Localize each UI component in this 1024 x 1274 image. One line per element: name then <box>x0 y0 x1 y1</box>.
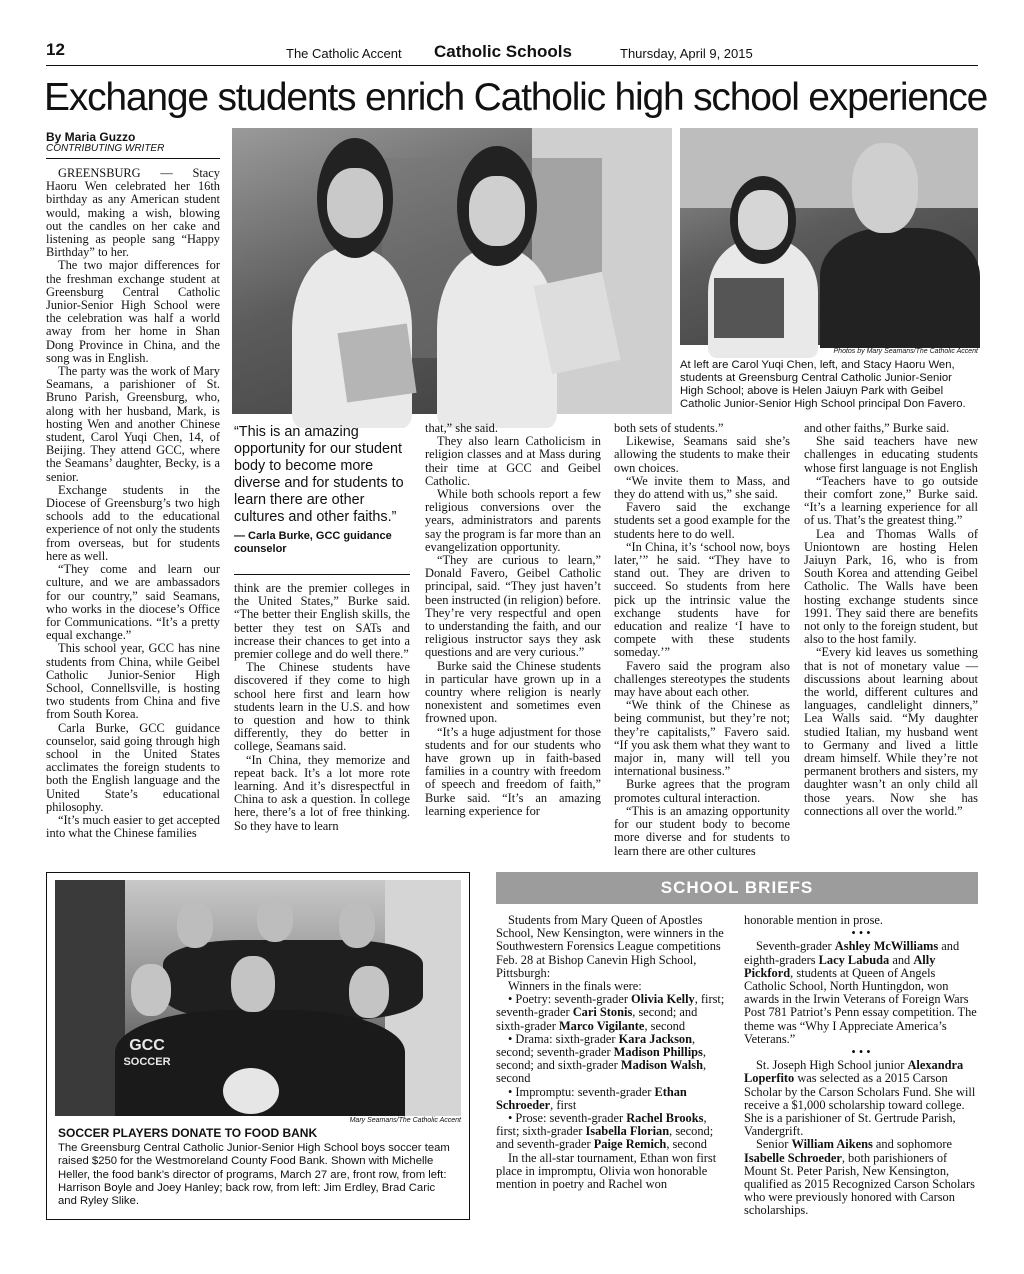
school-briefs-header: SCHOOL BRIEFS <box>496 872 978 904</box>
paragraph: “We think of the Chinese as being communist, but they’re not; they’re capitalists,” Favero said. “If you ask them what they want to major in, many will tell you international business.” <box>614 698 790 779</box>
soccer-photo-credit: Mary Seamans/The Catholic Accent <box>349 1117 461 1124</box>
paragraph: “We invite them to Mass, and they do attend with us,” she said. <box>614 473 790 502</box>
brief-paragraph: Winners in the finals were: <box>508 979 642 994</box>
section-name: Catholic Schools <box>434 42 572 61</box>
issue-date: Thursday, April 9, 2015 <box>620 46 753 61</box>
paragraph: and other faiths,” Burke said. <box>804 421 950 435</box>
paragraph: Favero said the exchange students set a good example for the students here to do well. <box>614 500 790 541</box>
paragraph: “It’s much easier to get accepted into what the Chinese families <box>46 812 220 841</box>
article-column-4 <box>614 421 790 858</box>
paragraph: “This is an amazing opportunity for our student body to become more diverse and for students to learn there are other cultures <box>614 803 790 858</box>
paragraph: both sets of students.” <box>614 421 724 435</box>
shirt-text <box>117 1038 177 1070</box>
paragraph: “They are curious to learn,” Donald Favero, Geibel Catholic principal, said. “They just haven’t been instructed (in religion) before. They’re very respectful and open to understanding the faith, and our religious instructor says they ask questions and are very curious.” <box>425 553 601 660</box>
paragraph: Carla Burke, GCC guidance counselor, said going through high school in the United States acclimates the foreign students to both the English language and the United State’s educational philosophy. <box>46 720 220 814</box>
brief-paragraph: • Poetry: seventh-grader Olivia Kelly, first; seventh-grader Cari Stonis, second; and sixth-grader Marco Vigilante, second <box>496 992 725 1033</box>
paragraph: Burke said the Chinese students in particular have grown up in a country where religion is nearly nonexistent and sometimes even frowned upon. <box>425 658 601 726</box>
brief-paragraph: Senior William Aikens and sophomore Isabelle Schroeder, both parishioners of Mount St. Peter Parish, New Kensington, qualified as 2015 Recognized Carson Scholars who were previously honored with Carson scholarships. <box>744 1137 975 1218</box>
photo-caption: At left are Carol Yuqi Chen, left, and Stacy Haoru Wen, students at Greensburg Central Catholic Junior-Senior High School; above is Helen Jaiuyn Park with Geibel Catholic Junior-Senior High School principal Don Favero. <box>680 359 966 410</box>
paragraph: They also learn Catholicism in religion classes and at Mass during their time at GCC and Geibel Catholic. <box>425 434 601 488</box>
paragraph: GREENSBURG — Stacy Haoru Wen celebrated her 16th birthday as any American student would, making a wish, blowing out the candles on her cake and listening as people sang “Happy Birthday” to her. <box>46 166 220 260</box>
soccer-caption: The Greensburg Central Catholic Junior-Senior High School boys soccer team raised $250 for the Westmoreland County Food Bank. Shown with Michelle Heller, the food bank’s director of programs, March 27 are, front row, from left: Harrison Boyle and Joey Hanley; back row, from left: Jim Erdley, Brad Caric and Ryley Slike. <box>58 1142 450 1208</box>
paragraph: that,” she said. <box>425 421 498 435</box>
brief-separator: • • • <box>851 926 871 941</box>
pullquote: “This is an amazing opportunity for our student body to become more diverse and for students to learn there are other cultures and other faiths.” <box>234 424 404 525</box>
brief-paragraph: • Impromptu: seventh-grader Ethan Schroeder, first <box>496 1084 687 1112</box>
paragraph: She said teachers have new challenges in educating students whose first language is not English <box>804 434 978 475</box>
paragraph: While both schools report a few religious conversions over the years, administrators and parents say the program is far more than an evangelization opportunity. <box>425 487 601 554</box>
byline-rule <box>46 158 220 159</box>
paragraph: Burke agrees that the program promotes cultural interaction. <box>614 777 790 805</box>
byline-role: CONTRIBUTING WRITER <box>46 143 165 154</box>
paragraph: “Teachers have to go outside their comfort zone,” Burke said. “It’s a learning experience for all of us. That’s the greatest thing.” <box>804 473 978 528</box>
brief-separator: • • • <box>851 1045 871 1060</box>
paragraph: The two major differences for the freshman exchange student at Greensburg Central Catholic Junior-Senior High School were the celebration was half a world away from her home in Shan Dong Province in China, and the song was in English. <box>46 258 220 365</box>
principal-photo <box>680 128 978 345</box>
brief-paragraph: In the all-star tournament, Ethan won first place in impromptu, Olivia won honorable mention in poetry and Rachel won <box>496 1150 717 1192</box>
pullquote-attribution: — Carla Burke, GCC guidance counselor <box>234 530 392 555</box>
paragraph: Favero said the program also challenges stereotypes the students may have about each other. <box>614 658 790 700</box>
paragraph: “They come and learn our culture, and we are ambassadors for our country,” said Seamans, who works in the diocese’s Office for Communications. “It’s a pretty equal exchange.” <box>46 562 220 643</box>
paragraph: “In China, they memorize and repeat back. It’s a lot more rote learning. And it’s disrespectful in China to ask a question. In college here, there’s a lot of free thinking. So they have to learn <box>234 752 410 833</box>
paragraph: “Every kid leaves us something that is not of monetary value — discussions about learning about the world, different cultures and languages, candlelight dinners,” Lea Walls said. “My daughter studied Italian, my husband went to Germany and lived a little dream himself. While they’re not permanent brothers and sisters, my daughter wasn’t an only child all those years. Now she has connections all over the world.” <box>804 645 978 818</box>
brief-paragraph: • Drama: sixth-grader Kara Jackson, second; seventh-grader Madison Phillips, second; and sixth-grader Madison Walsh, second <box>496 1031 707 1086</box>
article-column-2 <box>234 582 410 848</box>
paragraph: “It’s a huge adjustment for those students and for our students who have grown up in faith-based families in a country with freedom of speech and freedom of faith,” Burke said. “It’s an amazing learning experience for <box>425 724 601 818</box>
shirt-text-line-2: SOCCER <box>123 1056 171 1068</box>
paragraph: Exchange students in the Diocese of Greensburg’s two high schools add to the educational experience of not only the students from overseas, but for students here as well. <box>46 482 220 563</box>
article-column-5 <box>804 422 978 848</box>
paragraph: Likewise, Seamans said she’s allowing the students to make their own choices. <box>614 434 790 475</box>
briefs-column-1 <box>496 914 728 1226</box>
shirt-text-line-1: GCC <box>129 1037 165 1054</box>
article-column-3 <box>425 422 601 848</box>
brief-paragraph: Students from Mary Queen of Apostles School, New Kensington, were winners in the Southwestern Forensics League competitions Feb. 28 at Bishop Canevin High School, Pittsburgh: <box>496 913 724 980</box>
pullquote-rule <box>234 574 410 575</box>
brief-paragraph: St. Joseph High School junior Alexandra Loperfito was selected as a 2015 Carson Scholar by the Carson Scholars Fund. She will receive a $1,000 scholarship toward college. She is a parishioner of St. Gertrude Parish, Vandergrift. <box>744 1058 976 1139</box>
brief-paragraph: Seventh-grader Ashley McWilliams and eighth-graders Lacy Labuda and Ally Pickford, students at Queen of Angels Catholic School, North Huntingdon, won awards in the Irwin Veterans of Foreign Wars Post 781 Patriot’s Penn essay competition. The theme was “Why I Appreciate America’s Veterans.” <box>744 939 977 1046</box>
soccer-title: SOCCER PLAYERS DONATE TO FOOD BANK <box>58 1126 318 1140</box>
publication-name: The Catholic Accent <box>286 46 402 61</box>
exchange-students-photo <box>232 128 672 414</box>
paragraph: “In China, it’s ‘school now, boys later,’” he said. “They have to stand out. They are driven to succeed. So students from here pick up the intrinsic value the exchange students have for education and realize ‘I have to compete with these students someday.’” <box>614 539 790 660</box>
paragraph: The Chinese students have discovered if they come to high school here first and learn how students learn in the U.S. and how to question and how to think differently, they do better in college, Seamans said. <box>234 660 410 754</box>
photo-credit: Photos by Mary Seamans/The Catholic Accent <box>833 348 978 355</box>
paragraph: This school year, GCC has nine students from China, while Geibel Catholic Junior-Senior High School, Connellsville, is hosting two students from China and five from South Korea. <box>46 641 220 722</box>
briefs-column-2 <box>744 914 978 1226</box>
page-number: 12 <box>46 40 65 59</box>
paragraph: Lea and Thomas Walls of Uniontown are hosting Helen Jaiuyn Park, 16, who is from South Korea and attending Geibel Catholic. The Walls have been hosting exchange students since 1991. They said there are benefits not only to the foreign student, but also to the host family. <box>804 526 978 647</box>
byline: By Maria Guzzo <box>46 130 136 144</box>
paragraph: The party was the work of Mary Seamans, a parishioner of St. Bruno Parish, Greensburg, who, along with her husband, Mark, is hosting Wen and another Chinese student, Carol Yuqi Chen, 14, of Beijing. They attend GCC, where the Seamans’ daughter, Becky, is a senior. <box>46 364 220 484</box>
soccer-team-photo <box>55 880 461 1116</box>
paragraph: think are the premier colleges in the United States,” Burke said. “The better their English skills, the better they test on SATs and increase their chances to get into a premier college and do well there.” <box>234 581 410 662</box>
article-column-1 <box>46 167 220 847</box>
brief-paragraph: • Prose: seventh-grader Rachel Brooks, first; sixth-grader Isabella Florian, second; and seventh-grader Paige Remich, second <box>496 1111 714 1152</box>
masthead-rule <box>46 65 978 66</box>
headline: Exchange students enrich Catholic high school experience <box>44 76 988 119</box>
brief-paragraph: honorable mention in prose. <box>744 913 884 927</box>
